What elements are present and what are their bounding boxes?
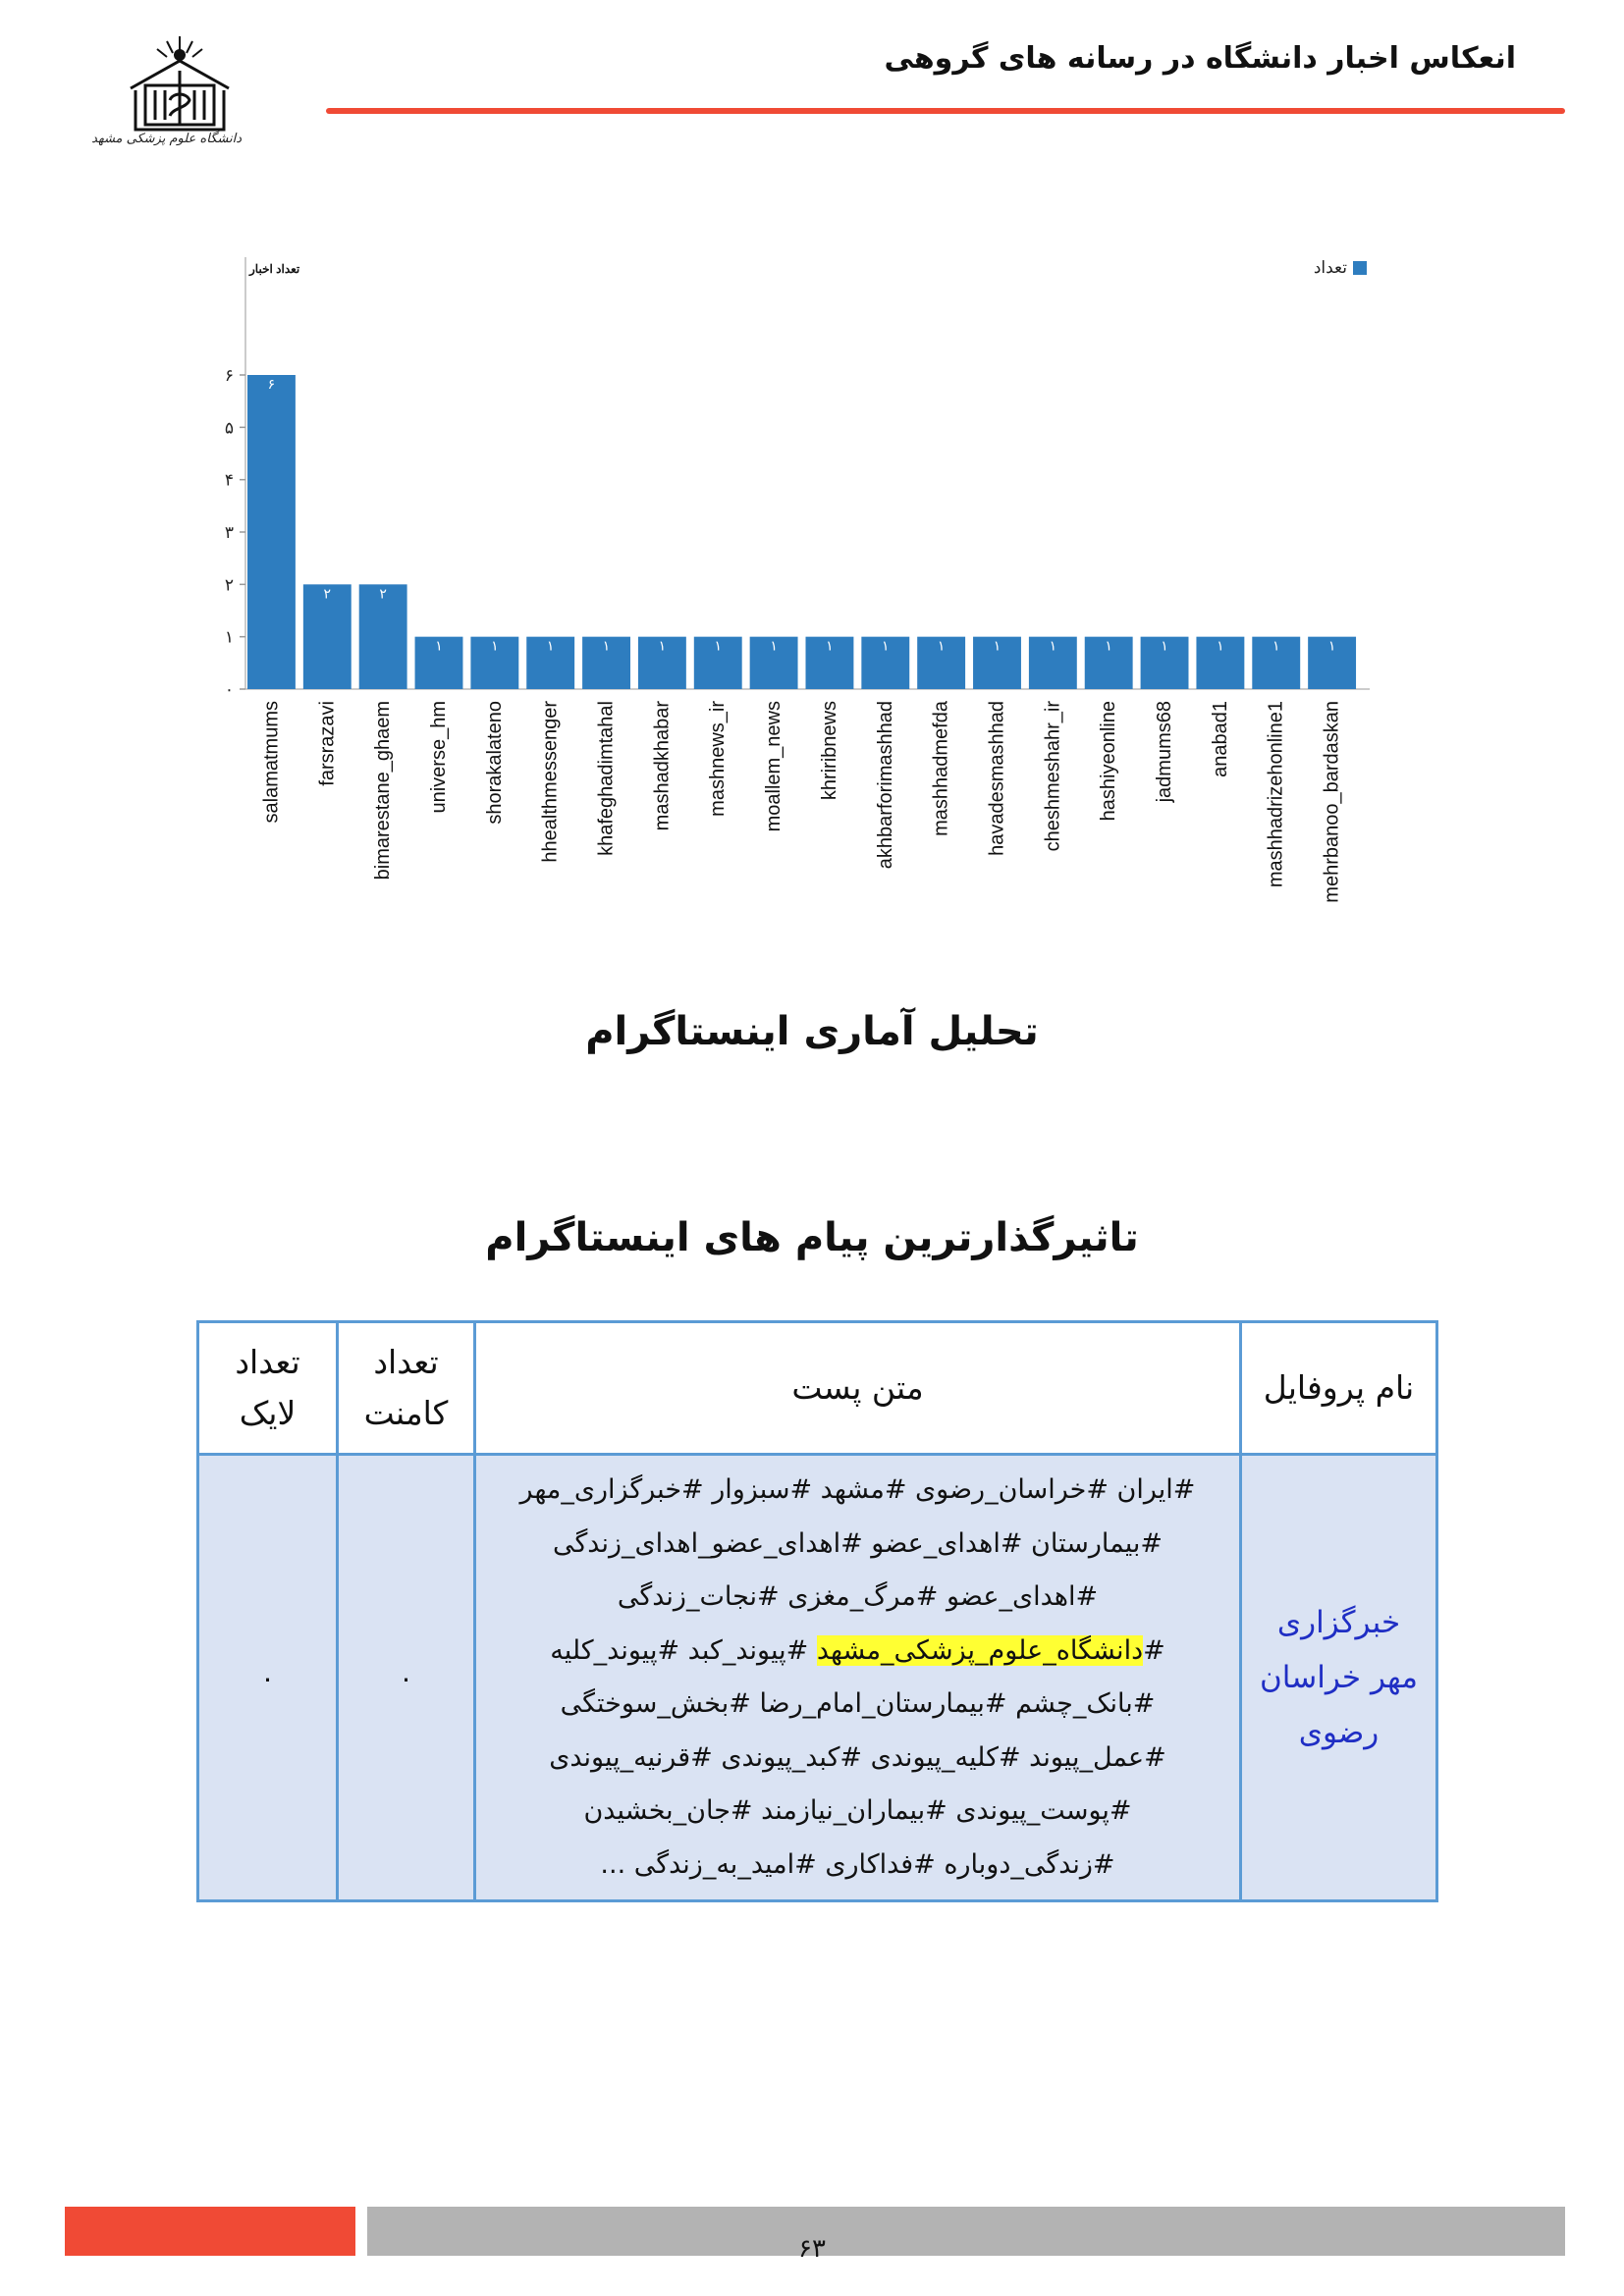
y-axis-label: تعداد اخبار: [249, 262, 300, 276]
bar-value-label: ٢: [379, 585, 387, 602]
y-tick-label: ١: [224, 627, 234, 647]
bar-value-label: ۶: [267, 376, 276, 392]
x-category-label: khriribnews: [818, 701, 840, 801]
bar-value-label: ٢: [323, 585, 332, 602]
x-category-label: hashiyeonline: [1098, 701, 1120, 822]
bar-value-label: ١: [1327, 637, 1336, 654]
page-number: ۶٣: [798, 2234, 826, 2264]
instagram-accounts-bar-chart: [206, 245, 1384, 972]
bar-value-label: ١: [826, 637, 834, 654]
x-category-label: salamatmums: [260, 701, 283, 824]
header-profile-name: نام پروفایل: [1241, 1322, 1437, 1455]
highlighted-hashtag: دانشگاه_علوم_پزشکی_مشهد: [816, 1634, 1144, 1666]
x-category-label: hhealthmessenger: [539, 701, 562, 863]
x-category-label: khafeghadimtahal: [595, 701, 618, 856]
bar-value-label: ١: [658, 637, 667, 654]
post-text-line-highlighted: #دانشگاه_علوم_پزشکی_مشهد #پیوند_کبد #پیوند_کلیه: [550, 1634, 1165, 1666]
table-row: [198, 1455, 1437, 1901]
y-tick-label: ٣: [224, 523, 234, 542]
bar-value-label: ١: [602, 637, 611, 654]
x-category-label: anabad1: [1209, 701, 1231, 777]
post-text-line: #زندگی_دوباره #فداکاری #امید_به_زندگی ...: [600, 1848, 1115, 1880]
legend-swatch: [1353, 261, 1367, 275]
x-category-label: mashadkhabar: [651, 701, 674, 831]
page-header-title: انعکاس اخبار دانشگاه در رسانه های گروهی: [884, 41, 1516, 76]
x-category-label: bimarestane_ghaem: [372, 701, 395, 881]
like-count-cell: ٠: [198, 1455, 338, 1901]
bar-value-label: ١: [937, 637, 946, 654]
x-category-label: mashhadrizehonline1: [1265, 701, 1287, 888]
post-text-line: #بانک_چشم #بیمارستان_امام_رضا #بخش_سوختگی: [560, 1688, 1156, 1719]
bar-value-label: ١: [1272, 637, 1280, 654]
x-category-label: mashhadmefda: [930, 701, 952, 836]
post-text-line: #اهدای_عضو #مرگ_مغزی #نجات_زندگی: [617, 1581, 1099, 1612]
y-tick-label: ۴: [224, 470, 234, 490]
bar-value-label: ١: [993, 637, 1001, 654]
footer-gray-bar: [367, 2207, 1565, 2256]
bar-value-label: ١: [714, 637, 723, 654]
bar-value-label: ١: [1161, 637, 1168, 654]
footer-red-bar: [65, 2207, 355, 2256]
bar-value-label: ١: [491, 637, 499, 654]
post-text-line: #پوست_پیوندی #بیماران_نیازمند #جان_بخشیدن: [583, 1795, 1132, 1826]
x-category-label: cheshmeshahr_ir: [1042, 701, 1064, 852]
x-category-label: havadesmashhad: [986, 701, 1008, 856]
x-category-label: mehrbanoo_bardaskan: [1321, 701, 1343, 903]
x-category-label: moallem_news: [763, 701, 785, 832]
section-title-statistical-analysis: تحلیل آماری اینستاگرام: [585, 1009, 1039, 1054]
bar-value-label: ١: [435, 637, 443, 654]
section-title-top-posts: تاثیرگذارترین پیام های اینستاگرام: [485, 1215, 1139, 1260]
post-text-line: #بیمارستان #اهدای_عضو #اهدای_عضو_اهدای_زندگی: [552, 1527, 1164, 1559]
x-category-label: shorakalateno: [483, 701, 506, 825]
y-tick-label: ۶: [224, 366, 234, 385]
x-category-label: jadmums68: [1154, 700, 1176, 803]
bar-value-label: ١: [1049, 637, 1057, 654]
x-category-label: farsrazavi: [316, 701, 339, 786]
header-comment-count: تعداد کامنت: [338, 1322, 475, 1455]
header-like-count: تعداد لایک: [198, 1322, 338, 1455]
legend-label: تعداد: [1313, 258, 1347, 277]
bar-value-label: ١: [770, 637, 778, 654]
bar-value-label: ١: [882, 637, 890, 654]
x-category-label: akhbarforimashhad: [874, 701, 896, 870]
bar-value-label: ١: [1105, 637, 1112, 654]
header-divider: [326, 108, 1565, 114]
x-category-label: mashnews_ir: [707, 701, 730, 817]
bar-value-label: ١: [1217, 637, 1224, 654]
profile-name-cell: خبرگزاری مهر خراسان رضوی: [1241, 1455, 1437, 1901]
bar-value-label: ١: [546, 637, 555, 654]
comment-count-cell: ٠: [338, 1455, 475, 1901]
table-header-row: [198, 1322, 1437, 1455]
post-text-line: #ایران #خراسان_رضوی #مشهد #سبزوار #خبرگزاری_مهر: [519, 1474, 1196, 1505]
logo-caption: دانشگاه علوم پزشکی مشهد: [91, 132, 242, 146]
post-text-line: #عمل_پیوند #کلیه_پیوندی #کبد_پیوندی #قرنیه_پیوندی: [549, 1741, 1166, 1773]
y-tick-label: ۵: [224, 418, 234, 438]
x-category-label: universe_hm: [427, 701, 450, 814]
y-tick-label: ٢: [224, 575, 234, 595]
top-posts-table: [196, 1320, 1438, 1902]
bar: [247, 375, 296, 689]
y-tick-label: ٠: [224, 680, 234, 699]
logo-emblem-icon: [116, 31, 244, 139]
university-logo: [91, 31, 244, 167]
header-post-text: متن پست: [475, 1322, 1241, 1455]
post-text-cell: [475, 1455, 1241, 1901]
